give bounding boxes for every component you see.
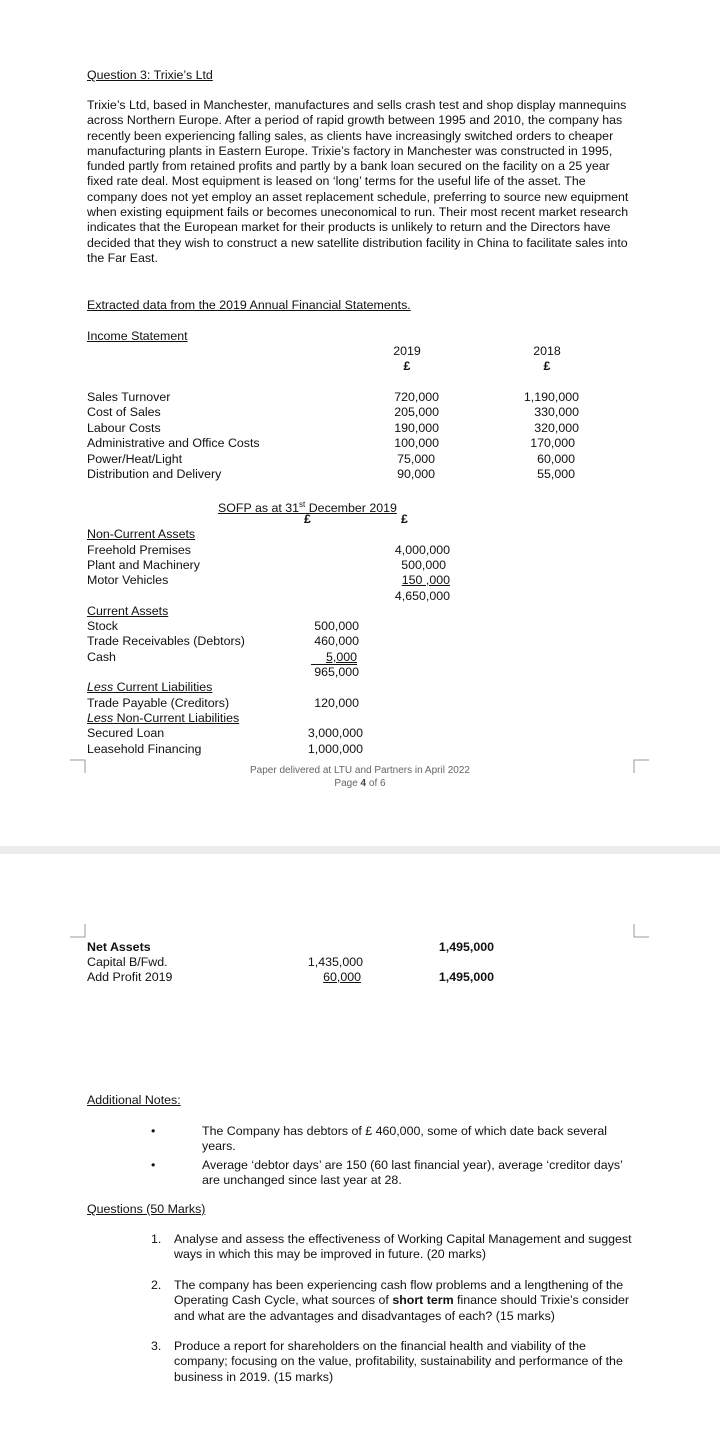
- question-text: The company has been experiencing cash flow problems and a lengthening of the Operating Cash Cycle, what sources of: [174, 1277, 624, 1308]
- col-2018-currency: £: [543, 359, 551, 373]
- add-profit-value: 60,000: [323, 970, 361, 984]
- question-emphasis: short term: [392, 1293, 454, 1308]
- current-total: 965,000: [314, 665, 359, 679]
- intro-paragraph: Trixie’s Ltd, based in Manchester, manufactures and sells crash test and shop display mannequins across Northern Europe. After a period of rapid growth between 1995 and 2010, the company has recently been experiencing falling sales, as clients have increasingly switched orders to cheaper manufacturing plants in Eastern Europe. Trixie’s factory in Manchester was constructed in 1995, funded partly from retained profits and partly by a bank loan secured on the facility on a 25 year fixed rate deal. Most equipment is leased on ‘long’ terms for the useful life of the asset. The company does not yet employ an asset replacement schedule, preferring to source new equipment when existing equipment fails or becomes uneconomical to run. Their most recent market research indicates that the European market for their products is unlikely to return and the Directors have decided that they wish to construct a new satellite distribution facility in China to facilitate sales into the Far East.: [87, 98, 629, 265]
- income-row-label: Administrative and Office Costs: [87, 436, 260, 451]
- net-assets-value: 1,495,000: [438, 940, 494, 954]
- freehold-label: Freehold Premises: [87, 543, 191, 557]
- net-assets-label: Net Assets: [87, 940, 151, 954]
- income-row-2019: 75,000: [397, 451, 435, 466]
- crop-mark-icon: [633, 759, 649, 773]
- income-row: [87, 467, 587, 482]
- less-prefix: Less: [87, 680, 114, 694]
- less-prefix: Less: [87, 711, 114, 725]
- income-row-label: Labour Costs: [87, 420, 161, 435]
- footer-delivery-note: Paper delivered at LTU and Partners in April 2022: [250, 765, 470, 776]
- plant-label: Plant and Machinery: [87, 558, 200, 572]
- capital-total-value: 1,495,000: [438, 970, 494, 984]
- current-assets-heading: Current Assets: [87, 604, 169, 618]
- receivables-label: Trade Receivables (Debtors): [87, 634, 245, 648]
- non-current-total: 4,650,000: [394, 589, 450, 603]
- income-row: [87, 405, 587, 420]
- motor-label: Motor Vehicles: [87, 573, 169, 587]
- less-current-liabilities-heading: [87, 680, 212, 695]
- income-row-2018: 60,000: [537, 451, 575, 466]
- less-noncurrent-liabilities-heading: [87, 711, 239, 726]
- leasehold-value: 1,000,000: [307, 742, 363, 756]
- capital-bfwd-value: 1,435,000: [307, 955, 363, 969]
- income-row-2019: 190,000: [394, 420, 439, 435]
- question-text-rest: finance should Trixie’s consider and what are the advantages and disadvantages of each? (15 marks): [174, 1293, 629, 1323]
- question-number: 3.: [151, 1339, 162, 1354]
- cash-value: 5,000: [325, 650, 357, 664]
- less-current-liabilities-text: Current Liabilities: [113, 680, 213, 694]
- footer-page-current: 4: [360, 778, 367, 789]
- income-row: [87, 436, 587, 451]
- income-row-label: Cost of Sales: [87, 405, 161, 420]
- income-statement-heading: Income Statement: [87, 329, 188, 343]
- stock-value: 500,000: [314, 619, 359, 633]
- footer-page-mid: of: [366, 778, 381, 789]
- income-row-2019: 100,000: [394, 436, 439, 451]
- question-number: 1.: [151, 1232, 162, 1246]
- list-item: • Average ‘debtor days’ are 150 (60 last financial year), average ‘creditor days’ are unchanged since last year at 28.: [87, 1158, 627, 1189]
- freehold-value: 4,000,000: [394, 543, 450, 557]
- income-row-2019: 720,000: [394, 390, 439, 404]
- question-item: [87, 1232, 635, 1263]
- footer-page-pre: Page: [334, 778, 361, 789]
- stock-label: Stock: [87, 619, 118, 633]
- cash-label: Cash: [87, 650, 116, 664]
- footer-page-total: 6: [380, 778, 386, 789]
- question-text: Produce a report for shareholders on the financial health and viability of the company; focusing on the value, profitability, sustainability and performance of the business in 2019. (15 marks): [174, 1339, 623, 1384]
- additional-notes-list: [87, 1124, 627, 1192]
- income-row-2018: 1,190,000: [523, 390, 579, 404]
- income-row-label: Distribution and Delivery: [87, 466, 222, 481]
- extracted-data-heading: Extracted data from the 2019 Annual Financial Statements.: [87, 298, 411, 312]
- motor-value: 150 ,000: [401, 573, 450, 587]
- secured-loan-label: Secured Loan: [87, 726, 165, 740]
- income-row-2019: 90,000: [397, 466, 435, 481]
- income-row-label: Power/Heat/Light: [87, 451, 183, 466]
- question-text: Analyse and assess the effectiveness of Working Capital Management and suggest ways in which this may be improved in future. (20 marks): [174, 1232, 632, 1262]
- question-number: 2.: [151, 1277, 162, 1292]
- list-item: • The Company has debtors of £ 460,000, some of which date back several years.: [87, 1124, 627, 1155]
- sofp-heading-text: SOFP as at 31: [218, 501, 300, 516]
- additional-notes-heading: Additional Notes:: [87, 1093, 181, 1107]
- trade-payable-label: Trade Payable (Creditors): [87, 696, 230, 710]
- income-statement-rows: [87, 390, 587, 482]
- crop-mark-icon: [70, 759, 86, 773]
- footer-page-number: [310, 778, 410, 789]
- question-item: [87, 1278, 635, 1324]
- income-row: [87, 421, 587, 436]
- questions-list: [87, 1232, 635, 1400]
- col-2019-currency: £: [403, 359, 411, 373]
- income-row-label: Sales Turnover: [87, 390, 171, 404]
- income-row-2018: 320,000: [534, 420, 579, 435]
- questions-heading: Questions (50 Marks): [87, 1202, 206, 1216]
- leasehold-label: Leasehold Financing: [87, 742, 202, 756]
- col-2019-year: 2019: [393, 344, 421, 358]
- receivables-value: 460,000: [314, 634, 359, 648]
- income-row: [87, 390, 587, 405]
- income-row-2019: 205,000: [394, 405, 439, 420]
- sofp-heading-date: December 2019: [305, 501, 397, 516]
- sofp-currency-b: £: [401, 512, 408, 526]
- non-current-assets-heading: Non-Current Assets: [87, 527, 196, 541]
- crop-mark-icon: [70, 924, 86, 938]
- sofp-currency-a: £: [304, 512, 311, 526]
- secured-loan-value: 3,000,000: [307, 726, 363, 740]
- col-2018-year: 2018: [533, 344, 561, 358]
- question-title: Question 3: Trixie’s Ltd: [87, 68, 213, 82]
- income-row-2018: 170,000: [530, 436, 575, 451]
- income-row-2018: 330,000: [534, 405, 579, 420]
- plant-value: 500,000: [401, 558, 446, 572]
- income-row-2018: 55,000: [537, 466, 575, 481]
- add-profit-label: Add Profit 2019: [87, 970, 173, 984]
- capital-bfwd-label: Capital B/Fwd.: [87, 955, 168, 969]
- trade-payable-value: 120,000: [314, 696, 359, 710]
- less-noncurrent-liabilities-text: Non-Current Liabilities: [113, 711, 240, 725]
- income-row: [87, 452, 587, 467]
- crop-mark-icon: [633, 924, 649, 938]
- page-gap: [0, 846, 720, 854]
- question-item: [87, 1339, 635, 1385]
- sofp-heading-sup: st: [299, 500, 306, 509]
